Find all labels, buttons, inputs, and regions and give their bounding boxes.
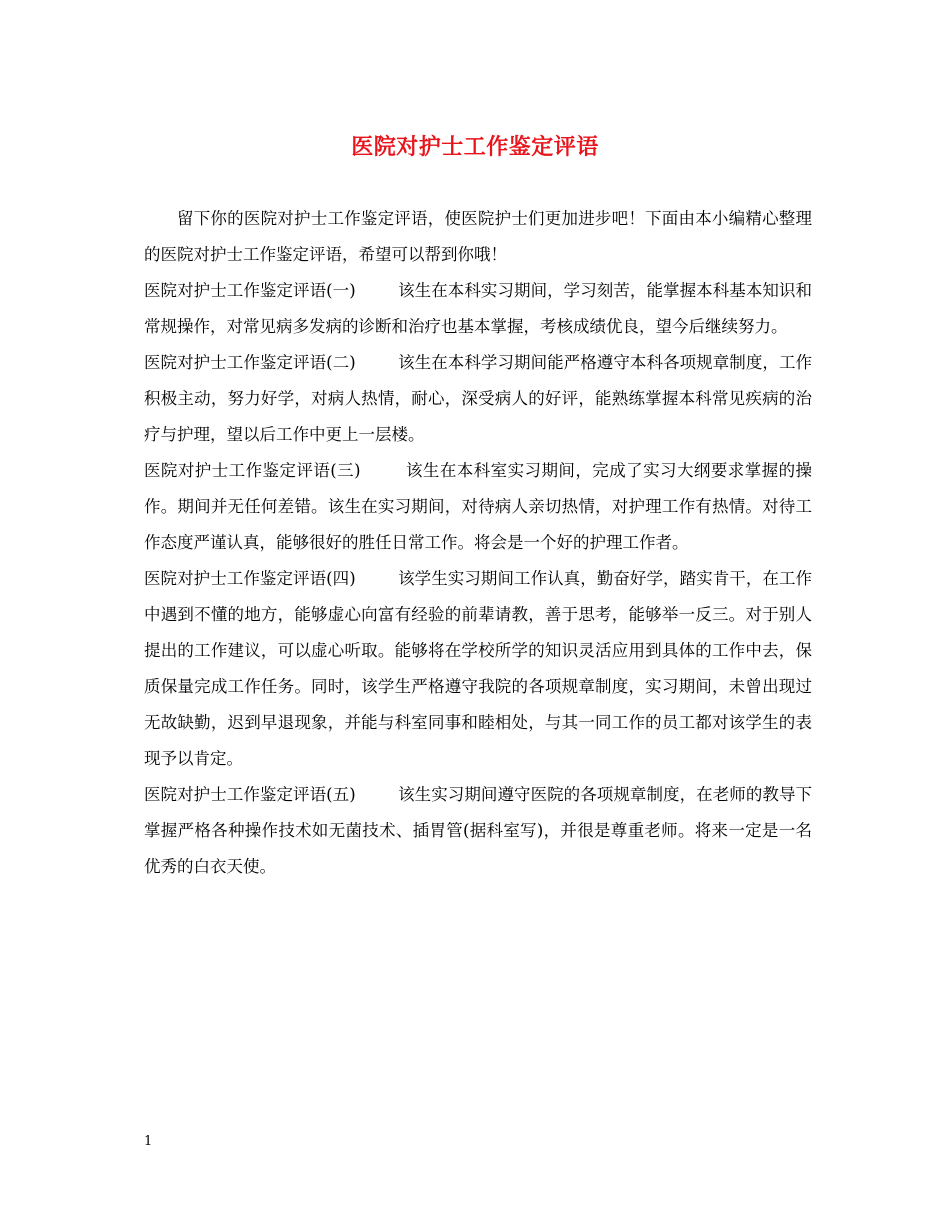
section-heading: 医院对护士工作鉴定评语(三) (144, 461, 361, 480)
page-number: 1 (144, 1134, 153, 1149)
section-gap (356, 569, 398, 588)
section-paragraph (144, 345, 812, 453)
section-paragraph (144, 453, 812, 561)
section-text: 该生在本科室实习期间，完成了实习大纲要求掌握的操作。期间并无任何差错。该生在实习期间，对待病人亲切热情，对护理工作有热情。对待工作态度严谨认真，能够很好的胜任日常工作。将会是一个好的护理工作者。 (144, 461, 813, 552)
section-paragraph (144, 561, 812, 777)
section-text: 该生在本科实习期间，学习刻苦，能掌握本科基本知识和常规操作，对常见病多发病的诊断和治疗也基本掌握，考核成绩优良，望今后继续努力。 (144, 281, 813, 336)
document-body (144, 201, 812, 885)
section-heading: 医院对护士工作鉴定评语(四) (144, 569, 356, 588)
section-text: 该学生实习期间工作认真，勤奋好学，踏实肯干，在工作中遇到不懂的地方，能够虚心向富有经验的前辈请教，善于思考，能够举一反三。对于别人提出的工作建议，可以虚心听取。能够将在学校所学的知识灵活应用到具体的工作中去，保质保量完成工作任务。同时，该学生严格遵守我院的各项规章制度，实习期间，未曾出现过无故缺勤，迟到早退现象，并能与科室同事和睦相处，与其一同工作的员工都对该学生的表现予以肯定。 (144, 569, 813, 768)
section-heading: 医院对护士工作鉴定评语(一) (144, 281, 356, 300)
section-gap (356, 785, 398, 804)
section-heading: 医院对护士工作鉴定评语(五) (144, 785, 356, 804)
section-text: 该生在本科学习期间能严格遵守本科各项规章制度，工作积极主动，努力好学，对病人热情，耐心，深受病人的好评，能熟练掌握本科常见疾病的治疗与护理，望以后工作中更上一层楼。 (144, 353, 813, 444)
section-gap (356, 353, 398, 372)
section-text: 该生实习期间遵守医院的各项规章制度，在老师的教导下掌握严格各种操作技术如无菌技术、插胃管(据科室写)，并很是尊重老师。将来一定是一名优秀的白衣天使。 (144, 785, 813, 876)
section-gap (356, 281, 398, 300)
section-paragraph (144, 777, 812, 885)
section-heading: 医院对护士工作鉴定评语(二) (144, 353, 356, 372)
document-title: 医院对护士工作鉴定评语 (351, 134, 599, 160)
intro-paragraph: 留下你的医院对护士工作鉴定评语，使医院护士们更加进步吧！下面由本小编精心整理的医院对护士工作鉴定评语，希望可以帮到你哦！ (144, 209, 812, 264)
section-paragraph (144, 273, 812, 345)
section-gap (361, 461, 406, 480)
